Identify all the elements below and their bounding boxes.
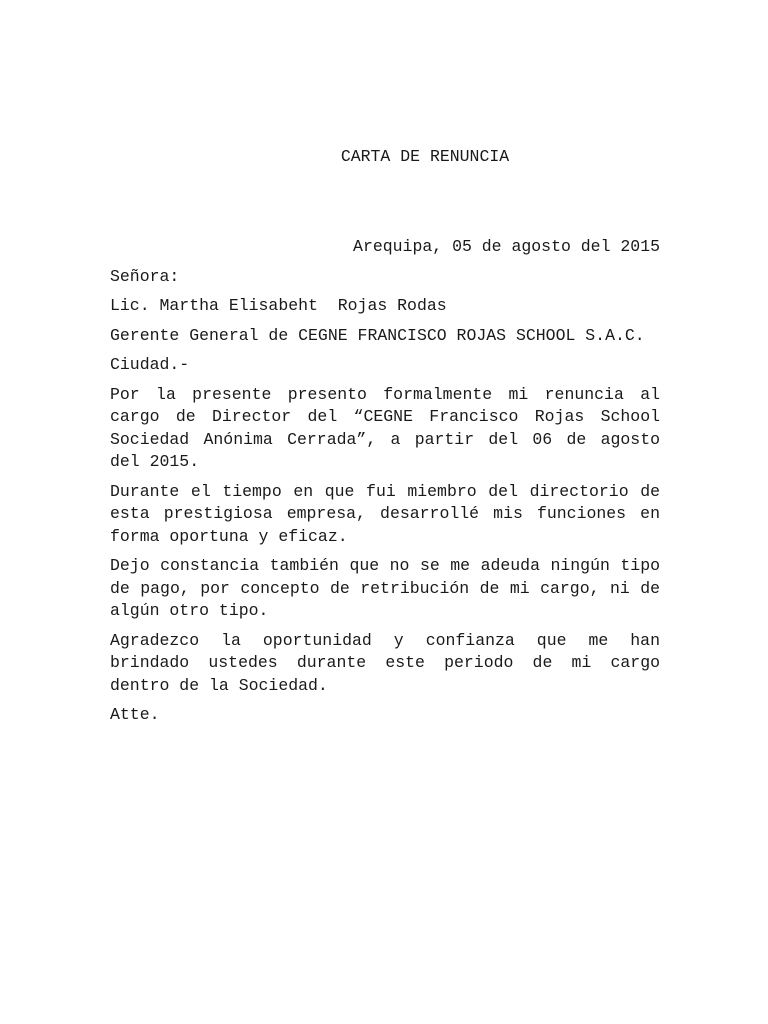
paragraph-payment: Dejo constancia también que no se me adeuda ningún tipo de pago, por concepto de retribución de mi cargo, ni de algún otro tipo. [110,556,660,620]
paragraph-service: Durante el tiempo en que fui miembro del directorio de esta prestigiosa empresa, desarrollé mis funciones en forma oportuna y eficaz. [110,481,660,546]
paragraph-resignation: Por la presente presento formalmente mi renuncia al cargo de Director del “CEGNE Francisco Rojas School Sociedad Anónima Cerrada”, a partir del 06 de agosto del 2015. [110,384,660,471]
recipient-name: Lic. Martha Elisabeht Rojas Rodas [110,296,447,315]
recipient-title: Gerente General de CEGNE FRANCISCO ROJAS SCHOOL S.A.C. [110,325,645,345]
letter-body [110,236,660,734]
paragraph-thanks: Agradezco la oportunidad y confianza que me han brindado ustedes durante este periodo de mi cargo dentro de la Sociedad. [110,630,660,695]
document-title: CARTA DE RENUNCIA [340,147,510,166]
date-line: Arequipa, 05 de agosto del 2015 [353,237,660,256]
salutation: Señora: [110,266,180,286]
city-line: Ciudad.- [110,355,190,374]
closing: Atte. [110,705,160,724]
